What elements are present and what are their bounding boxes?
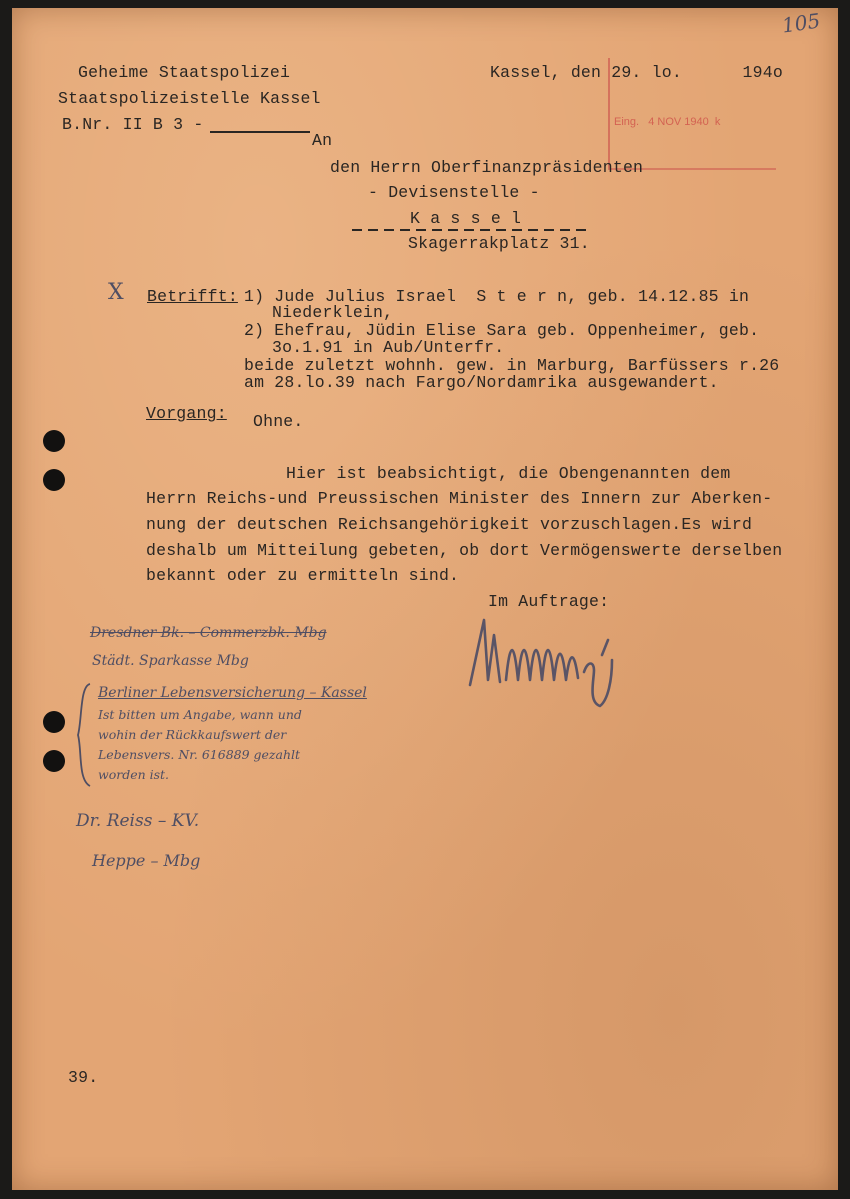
annotation-line-1: Dresdner Bk. – Commerzbk. Mbg bbox=[90, 625, 327, 641]
body-line-2: Herrn Reichs-und Preussischen Minister des Innern zur Aberken- bbox=[146, 489, 773, 508]
folio-mark: 105 bbox=[780, 8, 822, 38]
process-label: Vorgang: bbox=[146, 404, 227, 423]
annotation-line-9: Heppe – Mbg bbox=[92, 851, 201, 870]
body-line-1: Hier ist beabsichtigt, die Obengenannten dem bbox=[286, 464, 731, 483]
city-underline bbox=[352, 229, 592, 231]
body-line-4: deshalb um Mitteilung gebeten, ob dort Vermögenswerte derselben bbox=[146, 541, 783, 560]
recipient-street: Skagerrakplatz 31. bbox=[408, 234, 590, 253]
receipt-stamp bbox=[608, 58, 776, 170]
margin-check-mark: X bbox=[108, 280, 124, 305]
subject-item-2a: 2) Ehefrau, Jüdin Elise Sara geb. Oppenheimer, geb. bbox=[244, 321, 760, 340]
annotation-line-4: Ist bitten um Angabe, wann und bbox=[98, 707, 302, 722]
annotation-line-5: wohin der Rückkaufswert der bbox=[98, 727, 287, 742]
annotation-bracket bbox=[74, 680, 94, 790]
receipt-stamp-text: Eing. 4 NOV 1940 k bbox=[614, 116, 721, 128]
recipient-city: K a s s e l bbox=[410, 209, 522, 228]
page-mark: 39. bbox=[68, 1068, 99, 1087]
subject-item-1b: Niederklein, bbox=[272, 303, 394, 322]
subject-note-a: beide zuletzt wohnh. gew. in Marburg, Barfüssers r.26 bbox=[244, 356, 780, 375]
recipient-line-1: den Herrn Oberfinanzpräsidenten bbox=[330, 158, 644, 177]
subject-label: Betrifft: bbox=[147, 287, 238, 306]
annotation-line-2: Städt. Sparkasse Mbg bbox=[92, 653, 249, 669]
process-value: Ohne. bbox=[253, 412, 304, 431]
annotation-line-3: Berliner Lebensversicherung – Kassel bbox=[98, 685, 367, 701]
annotation-line-8: Dr. Reiss – KV. bbox=[76, 811, 200, 831]
reference-number: B.Nr. II B 3 - bbox=[62, 115, 204, 134]
agency-line-2: Staatspolizeistelle Kassel bbox=[58, 89, 321, 108]
recipient-an: An bbox=[312, 131, 333, 150]
subject-item-1a: 1) Jude Julius Israel S t e r n, geb. 14.12.85 in bbox=[244, 287, 750, 306]
body-line-3: nung der deutschen Reichsangehörigkeit vorzuschlagen.Es wird bbox=[146, 515, 753, 534]
subject-note-b: am 28.lo.39 nach Fargo/Nordamrika ausgewandert. bbox=[244, 373, 719, 392]
subject-item-2b: 3o.1.91 in Aub/Unterfr. bbox=[272, 338, 505, 357]
reference-line bbox=[210, 131, 310, 133]
punch-hole bbox=[43, 430, 65, 452]
annotation-line-7: worden ist. bbox=[98, 767, 170, 782]
punch-hole bbox=[43, 469, 65, 491]
recipient-line-2: - Devisenstelle - bbox=[368, 183, 540, 202]
signature bbox=[462, 610, 632, 710]
agency-line-1: Geheime Staatspolizei bbox=[78, 63, 291, 82]
body-line-5: bekannt oder zu ermitteln sind. bbox=[146, 566, 460, 585]
punch-hole bbox=[43, 750, 65, 772]
annotation-line-6: Lebensvers. Nr. 616889 gezahlt bbox=[98, 747, 301, 762]
punch-hole bbox=[43, 711, 65, 733]
closing-text: Im Auftrage: bbox=[488, 592, 610, 611]
place-date: Kassel, den 29. lo. 194o bbox=[490, 63, 783, 82]
